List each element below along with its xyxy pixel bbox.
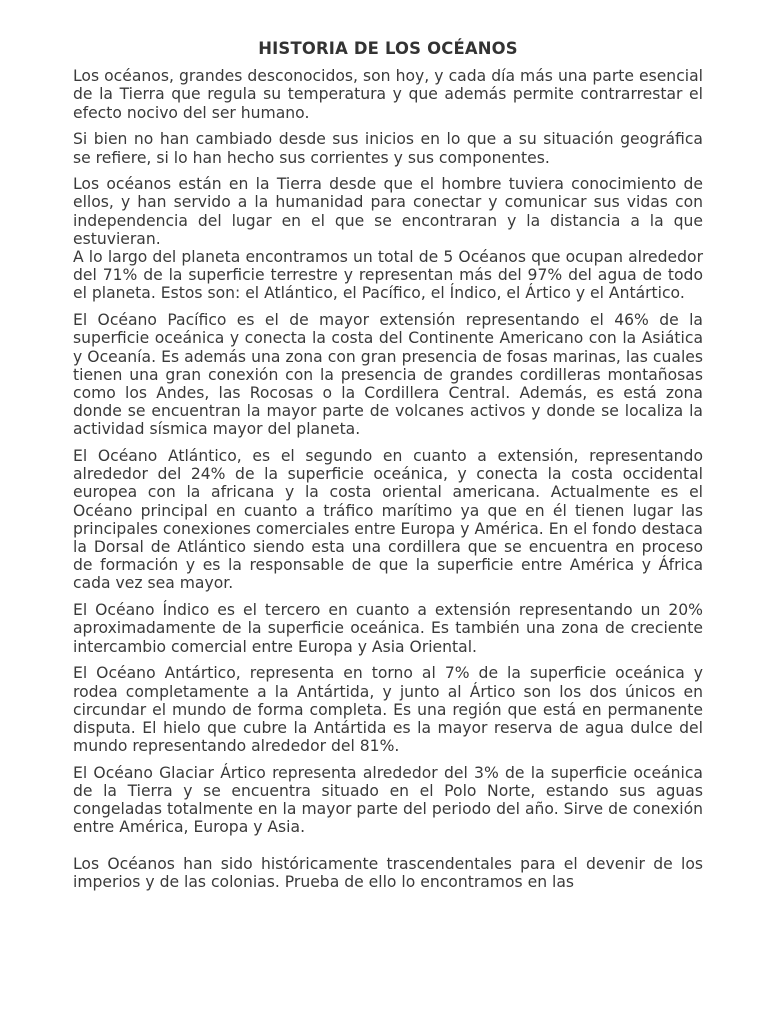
document-page [73,40,703,900]
paragraph: Los océanos, grandes desconocidos, son hoy, y cada día más una parte esencial de la Tierra que regula su temperatura y que además permite contrarrestar el efecto nocivo del ser humano. [73,67,703,122]
paragraph: Los océanos están en la Tierra desde que el hombre tuviera conocimiento de ellos, y han servido a la humanidad para conectar y comunicar sus vidas con independencia del lugar en el que se encontraran y la distancia a la que estuvieran. [73,175,703,248]
paragraph: A lo largo del planeta encontramos un total de 5 Océanos que ocupan alrededor del 71% de la superficie terrestre y representan más del 97% del agua de todo el planeta. Estos son: el Atlántico, el Pacífico, el Índico, el Ártico y el Antártico. [73,248,703,303]
page-title: HISTORIA DE LOS OCÉANOS [258,39,518,58]
paragraph: El Océano Índico es el tercero en cuanto a extensión representando un 20% aproximadamente de la superficie oceánica. Es también una zona de creciente intercambio comercial entre Europa y Asia Oriental. [73,601,703,656]
paragraph: El Océano Antártico, representa en torno al 7% de la superficie oceánica y rodea completamente a la Antártida, y junto al Ártico son los dos únicos en circundar el mundo de forma completa. Es una región que está en permanente disputa. El hielo que cubre la Antártida es la mayor reserva de agua dulce del mundo representando alrededor del 81%. [73,664,703,756]
paragraph: El Océano Pacífico es el de mayor extensión representando el 46% de la superficie oceánica y conecta la costa del Continente Americano con la Asiática y Oceanía. Es además una zona con gran presencia de fosas marinas, las cuales tienen una gran conexión con la presencia de grandes cordilleras montañosas como los Andes, las Rocosas o la Cordillera Central. Además, es está zona donde se encuentran la mayor parte de volcanes activos y donde se localiza la actividad sísmica mayor del planeta. [73,311,703,439]
paragraph: Si bien no han cambiado desde sus inicios en lo que a su situación geográfica se refiere, si lo han hecho sus corrientes y sus componentes. [73,130,703,167]
paragraph: Los Océanos han sido históricamente trascendentales para el devenir de los imperios y de las colonias. Prueba de ello lo encontramos en las [73,854,703,891]
paragraph: El Océano Glaciar Ártico representa alrededor del 3% de la superficie oceánica de la Tierra y se encuentra situado en el Polo Norte, estando sus aguas congeladas totalmente en la mayor parte del periodo del año. Sirve de conexión entre América, Europa y Asia. [73,763,703,837]
paragraph: El Océano Atlántico, es el segundo en cuanto a extensión, representando alrededor del 24% de la superficie oceánica, y conecta la costa occidental europea con la africana y la costa oriental americana. Actualmente es el Océano principal en cuanto a tráfico marítimo ya que en él tienen lugar las principales conexiones comerciales entre Europa y América. En el fondo destaca la Dorsal de Atlántico siendo esta una cordillera que se encuentra en proceso de formación y es la responsable de que la superficie entre América y África cada vez sea mayor. [73,447,703,593]
